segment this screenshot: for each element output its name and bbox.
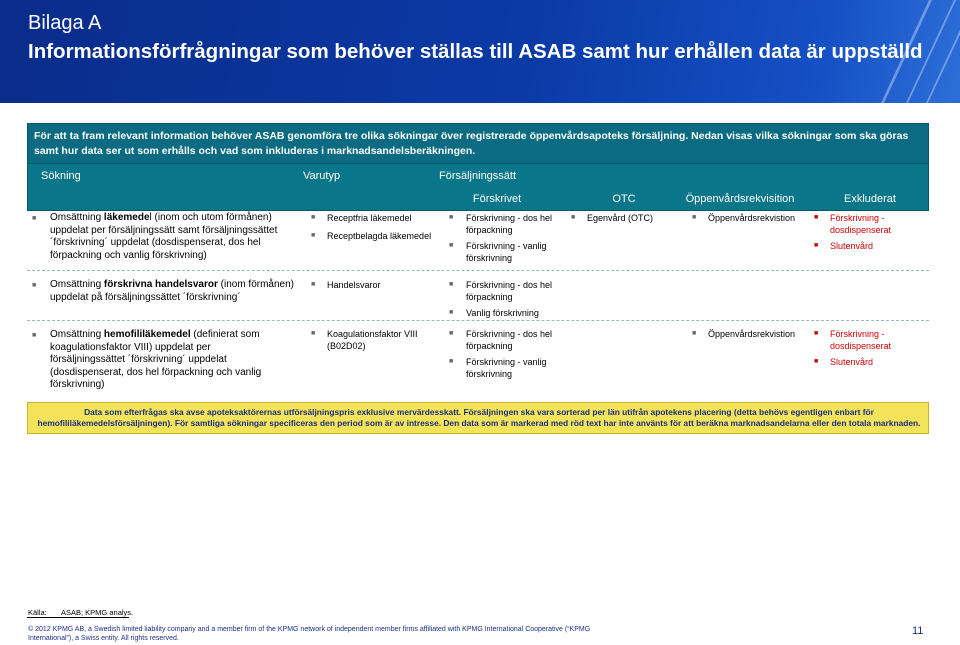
bullet-icon: ■	[571, 214, 576, 221]
footnote-text: Data som efterfrågas ska avse apoteksaktörernas utförsäljningspris exklusive mervärdesskatt. Försäljningen ska vara sorterad per län utifrån apotekens placering (detta behövs egentligen enbart för hemofililäkemedelsförsäljningen). För samtliga sökningar specificeras den period som är av intresse. Den data som är markerad med röd text har inte använts för att beräkna marknadsandelarna eller den totala marknaden.	[37, 407, 921, 428]
header-otc: OTC	[612, 193, 636, 205]
source-value: ASAB; KPMG analys.	[61, 608, 134, 617]
row2-varutyp: Handelsvaror	[327, 280, 381, 290]
row3-sokning: Omsättning hemofililäkemedel (definierat som koagulationsfaktor VIII) uppdelat per försäljningssättet ´förskrivning´ uppdelat (dosdispenserat, dos hel förpackning och vanlig förskrivning)	[50, 329, 262, 390]
header-forsaljningssatt: Försäljningssätt	[439, 170, 517, 182]
row2-sokning: Omsättning förskrivna handelsvaror (inom förmånen) uppdelat på försäljningssättet ´förskrivning´	[50, 279, 294, 303]
bullet-icon: ■	[311, 281, 316, 288]
row3-varutyp: Koagulationsfaktor VIII (B02D02)	[327, 329, 418, 351]
row1-varutyp-1: Receptfria läkemedel	[327, 213, 412, 223]
row1-oppenvard: Öppenvårdsrekvistion	[708, 213, 796, 223]
row1-exkluderat-1: Förskrivning - dosdispenserat	[830, 213, 892, 235]
header-banner	[0, 0, 960, 103]
bullet-icon: ■	[32, 282, 37, 289]
bullet-icon: ■	[311, 232, 316, 239]
row1-forskrivet-2: Förskrivning - vanlig förskrivning	[466, 241, 547, 263]
source-label: Källa:	[28, 608, 47, 617]
bullet-icon: ■	[449, 330, 454, 337]
bullet-icon: ■	[311, 330, 316, 337]
row1-sokning: Omsättning läkemedel (inom och utom förmånen) uppdelat per försäljningssätt samt försäljningssättet ´förskrivning´ uppdelat (dosdispenserat, dos hel förpackning och vanlig förskrivning)	[50, 212, 278, 261]
footnote-box	[27, 402, 929, 434]
bullet-icon: ■	[449, 214, 454, 221]
bullet-icon: ■	[32, 332, 37, 339]
page-title: Informationsförfrågningar som behöver ställas till ASAB samt hur erhållen data är uppställd	[28, 40, 923, 63]
table-header	[27, 163, 929, 211]
row3-exkluderat-2: Slutenvård	[830, 357, 874, 367]
appendix-label: Bilaga A	[28, 12, 102, 34]
header-oppenvardsrekvisition: Öppenvårdsrekvisition	[685, 193, 795, 205]
header-forskrivet: Förskrivet	[472, 193, 522, 205]
row3-forskrivet-2: Förskrivning - vanlig förskrivning	[466, 357, 547, 379]
row-divider	[27, 270, 929, 271]
row-divider	[27, 320, 929, 321]
row3-exkluderat-1: Förskrivning - dosdispenserat	[830, 329, 892, 351]
row1-exkluderat-2: Slutenvård	[830, 241, 874, 251]
bullet-icon: ■	[814, 358, 819, 365]
bullet-icon: ■	[449, 309, 454, 316]
bullet-icon: ■	[814, 330, 819, 337]
header-sokning: Sökning	[41, 170, 81, 182]
intro-text: För att ta fram relevant information behöver ASAB genomföra tre olika sökningar över registrerade öppenvårdsapoteks försäljning. Nedan visas vilka sökningar som ska göras samt hur data ser ut som erhålls och vad som inkluderas i marknadsandelsberäkningen.	[34, 130, 909, 157]
bullet-icon: ■	[311, 214, 316, 221]
row1-varutyp-2: Receptbelagda läkemedel	[327, 231, 432, 241]
row3-oppenvard: Öppenvårdsrekvistion	[708, 329, 796, 339]
bullet-icon: ■	[814, 214, 819, 221]
row2-forskrivet-2: Vanlig förskrivning	[466, 308, 539, 318]
source-divider	[27, 617, 129, 618]
row1-otc: Egenvård (OTC)	[587, 213, 654, 223]
header-varutyp: Varutyp	[303, 170, 341, 182]
page-number: 11	[912, 625, 924, 637]
bullet-icon: ■	[692, 330, 697, 337]
copyright-text: © 2012 KPMG AB, a Swedish limited liability company and a member firm of the KPMG network of independent member firms affiliated with KPMG International Cooperative (“KPMG International”), a Swiss entity. All rights reserved.	[28, 626, 591, 642]
bullet-icon: ■	[692, 214, 697, 221]
row1-forskrivet-1: Förskrivning - dos hel förpackning	[466, 213, 553, 235]
bullet-icon: ■	[449, 242, 454, 249]
bullet-icon: ■	[449, 358, 454, 365]
row3-forskrivet-1: Förskrivning - dos hel förpackning	[466, 329, 553, 351]
bullet-icon: ■	[32, 215, 37, 222]
row2-forskrivet-1: Förskrivning - dos hel förpackning	[466, 280, 553, 302]
bullet-icon: ■	[814, 242, 819, 249]
bullet-icon: ■	[449, 281, 454, 288]
header-exkluderat: Exkluderat	[844, 193, 896, 205]
